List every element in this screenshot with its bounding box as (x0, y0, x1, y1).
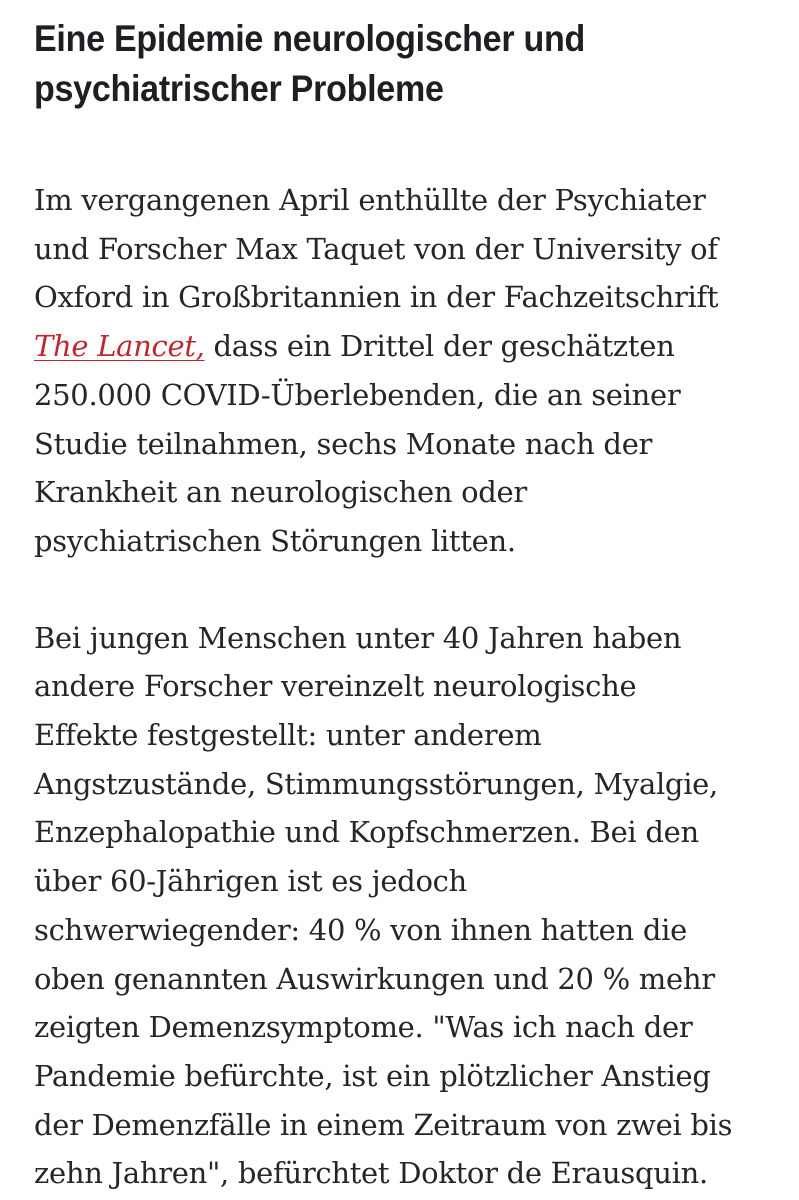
paragraph-line: Effekte festgestellt: unter anderem (34, 718, 542, 753)
paragraph-line: andere Forscher vereinzelt neurologische (34, 669, 637, 704)
heading-line: Eine Epidemie neurologischer und (34, 18, 586, 59)
paragraph-line: Oxford in Großbritannien in der Fachzeitschrift (34, 280, 719, 315)
paragraph-line: Studie teilnahmen, sechs Monate nach der (34, 426, 653, 461)
paragraph-line: schwerwiegender: 40 % von ihnen hatten die (34, 912, 687, 947)
paragraph-line: über 60-Jährigen ist es jedoch (34, 864, 467, 899)
paragraph-line: und Forscher Max Taquet von der University of (34, 231, 718, 266)
the-lancet-link[interactable]: The Lancet, (34, 329, 205, 364)
paragraph-line: Bei jungen Menschen unter 40 Jahren haben (34, 620, 682, 655)
paragraph-line: zehn Jahren", befürchtet Doktor de Erausquin. (34, 1156, 708, 1191)
paragraph-line: Angstzustände, Stimmungsstörungen, Myalgie, (34, 766, 718, 801)
article-heading (34, 14, 752, 114)
paragraph-line: psychiatrischen Störungen litten. (34, 523, 516, 558)
paragraph-line: Enzephalopathie und Kopfschmerzen. Bei den (34, 815, 699, 850)
heading-line: psychiatrischer Probleme (34, 68, 444, 109)
paragraph-line: oben genannten Auswirkungen und 20 % mehr (34, 961, 715, 996)
paragraph-line: Pandemie befürchte, ist ein plötzlicher Anstieg (34, 1058, 711, 1093)
paragraph-line (34, 322, 774, 371)
paragraph-line: Im vergangenen April enthüllte der Psychiater (34, 183, 706, 217)
paragraph-line-rest: dass ein Drittel der geschätzten (204, 329, 675, 364)
paragraph-line: der Demenzfälle in einem Zeitraum von zwei bis (34, 1107, 733, 1142)
paragraph-1 (34, 176, 774, 566)
paragraph-line: Krankheit an neurologischen oder (34, 475, 527, 510)
paragraph-2 (34, 614, 774, 1198)
article (34, 14, 774, 1198)
paragraph-line: zeigten Demenzsymptome. "Was ich nach der (34, 1010, 693, 1045)
paragraph-line: 250.000 COVID-Überlebenden, die an seiner (34, 377, 681, 412)
